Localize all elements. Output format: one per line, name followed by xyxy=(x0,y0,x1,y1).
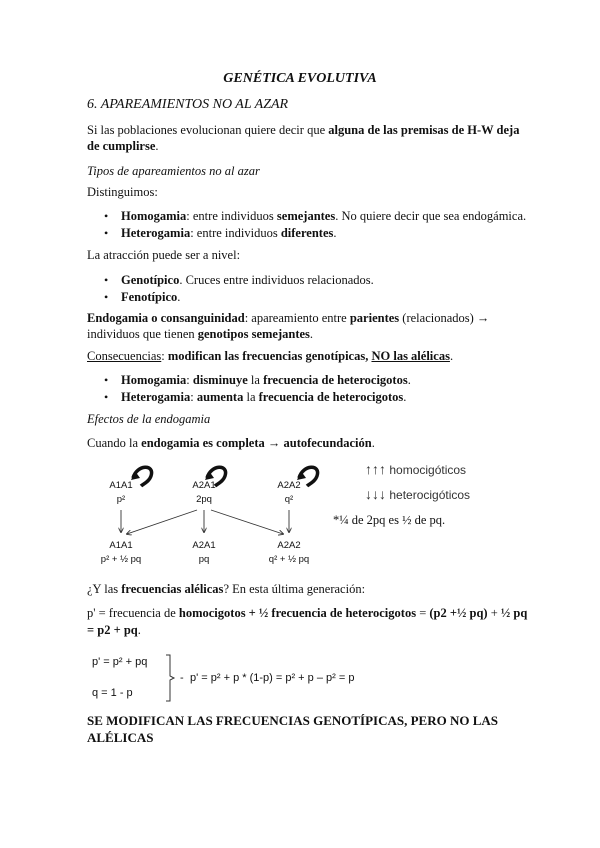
list-item-cons-homogamia xyxy=(121,372,411,388)
conclusion-line-1: SE MODIFICAN LAS FRECUENCIAS GENOTÍPICAS, PERO NO LAS xyxy=(87,713,499,728)
item-text: : entre individuos xyxy=(190,226,281,240)
intro-period: . xyxy=(155,139,159,153)
page-title: GENÉTICA EVOLUTIVA xyxy=(223,71,377,86)
frequency-label: p² + ½ pq xyxy=(100,554,142,565)
endogamia-line-2 xyxy=(87,326,313,342)
tipos-heading: Tipos de apareamientos no al azar xyxy=(87,164,260,178)
list-item-fenotipico xyxy=(121,289,180,305)
item-text: . No quiere decir que sea endogámica. xyxy=(335,209,527,223)
list-item-genotipico xyxy=(121,272,374,288)
item-text: : entre individuos xyxy=(186,209,277,223)
term-bold: Homogamia xyxy=(121,209,187,223)
term-bold: ½ pq xyxy=(500,606,528,620)
efectos-heading: Efectos de la endogamia xyxy=(87,412,211,426)
item-text: + xyxy=(487,606,501,620)
bullet-icon: • xyxy=(104,390,109,404)
term-bold: frecuencias alélicas xyxy=(121,582,224,596)
term-bold: genotipos semejantes xyxy=(197,327,310,341)
term-bold: homocigotos + ½ frecuencia de heterocigotos xyxy=(178,606,417,620)
bullet-icon: • xyxy=(104,226,109,240)
item-text: p' = frecuencia de xyxy=(87,606,179,620)
frequency-label: q² xyxy=(284,494,294,505)
genotype-label: A1A1 xyxy=(109,480,133,491)
legend-label: homocigóticos xyxy=(389,463,467,477)
genotype-label: A2A1 xyxy=(192,480,216,491)
term-bold: autofecundación xyxy=(283,436,372,450)
legend-label: heterocigóticos xyxy=(389,488,471,502)
bracket-dot: - xyxy=(180,672,184,684)
down-arrows-icon: ↓↓↓ xyxy=(365,486,386,502)
distinguimos-text: Distinguimos: xyxy=(87,185,158,199)
item-text: : xyxy=(161,349,168,363)
genotype-label: A2A2 xyxy=(277,540,301,551)
item-text: . xyxy=(137,623,141,637)
atraccion-text: La atracción puede ser a nivel: xyxy=(87,248,241,262)
term-bold: frecuencia de heterocigotos xyxy=(258,390,404,404)
frequency-label: q² + ½ pq xyxy=(268,554,310,565)
term-bold: diferentes xyxy=(280,226,334,240)
item-text: la xyxy=(247,373,264,387)
bullet-icon: • xyxy=(104,209,109,223)
intro-text: Si las poblaciones evolucionan quiere decir que xyxy=(87,123,329,137)
term-bold: = p2 + pq xyxy=(87,623,138,637)
item-text: . xyxy=(449,349,454,363)
intro-line-1 xyxy=(87,122,519,138)
intro-bold: alguna de las premisas de H-W deja xyxy=(328,123,520,137)
item-text: : xyxy=(186,373,193,387)
term-bold: semejantes xyxy=(276,209,336,223)
item-text: ¿Y las xyxy=(87,582,122,596)
frequency-label: p² xyxy=(116,494,126,505)
term-bold: Endogamia o consanguinidad xyxy=(87,311,245,325)
item-text: . xyxy=(177,290,181,304)
diagram-note: *¼ de 2pq es ½ de pq. xyxy=(333,513,446,527)
term-bold: Heterogamia xyxy=(121,226,191,240)
consecuencias-label: Consecuencias xyxy=(87,349,162,363)
item-text: : apareamiento entre xyxy=(244,311,350,325)
term-bold: disminuye xyxy=(192,373,248,387)
formula-line-1 xyxy=(87,605,527,621)
item-text: individuos que tienen xyxy=(87,327,198,341)
genotype-label: A2A2 xyxy=(277,480,301,491)
bullet-icon: • xyxy=(104,273,109,287)
item-text: . xyxy=(407,373,411,387)
item-text: . xyxy=(403,390,407,404)
frequency-label: pq xyxy=(198,554,210,565)
equation-derivation: p' = p² + p * (1-p) = p² + p – p² = p xyxy=(190,672,355,684)
term-bold: frecuencia de heterocigotos xyxy=(263,373,408,387)
term-bold: Heterogamia xyxy=(121,390,191,404)
list-item-homogamia xyxy=(121,208,526,224)
term-bold: Homogamia xyxy=(121,373,187,387)
term-bold: aumenta xyxy=(196,390,244,404)
pregunta-line xyxy=(87,581,365,597)
term-bold: parientes xyxy=(349,311,400,325)
legend-heterocigoticos xyxy=(365,486,470,502)
formula-line-2 xyxy=(87,622,141,638)
term-bold: Fenotípico xyxy=(121,290,178,304)
frequency-label: 2pq xyxy=(196,494,212,505)
up-arrows-icon: ↑↑↑ xyxy=(365,461,386,477)
item-text: Cuando la xyxy=(87,436,142,450)
bullet-icon: • xyxy=(104,373,109,387)
selfing-diagram xyxy=(85,458,335,573)
item-text: . xyxy=(309,327,314,341)
item-text: → xyxy=(264,436,284,450)
section-heading: 6. APAREAMIENTOS NO AL AZAR xyxy=(87,97,289,112)
item-text: la xyxy=(243,390,259,404)
intro-bold-2: de cumplirse xyxy=(87,139,156,153)
list-item-heterogamia xyxy=(121,225,337,241)
item-text: (relacionados) → xyxy=(399,311,490,325)
intro-line-2 xyxy=(87,138,159,154)
term-bold: endogamia es completa xyxy=(141,436,265,450)
item-text: . xyxy=(371,436,375,450)
equation-p-prime: p' = p² + pq xyxy=(92,656,148,668)
legend-homocigoticos xyxy=(365,461,466,477)
term-bold: Genotípico xyxy=(121,273,180,287)
equation-q: q = 1 - p xyxy=(92,687,133,699)
consecuencias-line xyxy=(87,348,453,364)
endogamia-line-1 xyxy=(87,310,489,326)
brace-icon xyxy=(160,653,190,703)
emphasis-underlined: NO las alélicas xyxy=(371,349,450,363)
item-text: ? En esta última generación: xyxy=(223,582,366,596)
bullet-icon: • xyxy=(104,290,109,304)
cuando-line xyxy=(87,435,375,451)
term-bold: (p2 +½ pq) xyxy=(429,606,488,620)
item-text: = xyxy=(416,606,430,620)
item-text: : xyxy=(190,390,197,404)
genotype-label: A1A1 xyxy=(109,540,133,551)
term-bold: modifican las frecuencias genotípicas, xyxy=(167,349,372,363)
item-text: . Cruces entre individuos relacionados. xyxy=(179,273,374,287)
item-text: . xyxy=(333,226,337,240)
list-item-cons-heterogamia xyxy=(121,389,406,405)
genotype-label: A2A1 xyxy=(192,540,216,551)
conclusion-line-2: ALÉLICAS xyxy=(87,730,154,745)
